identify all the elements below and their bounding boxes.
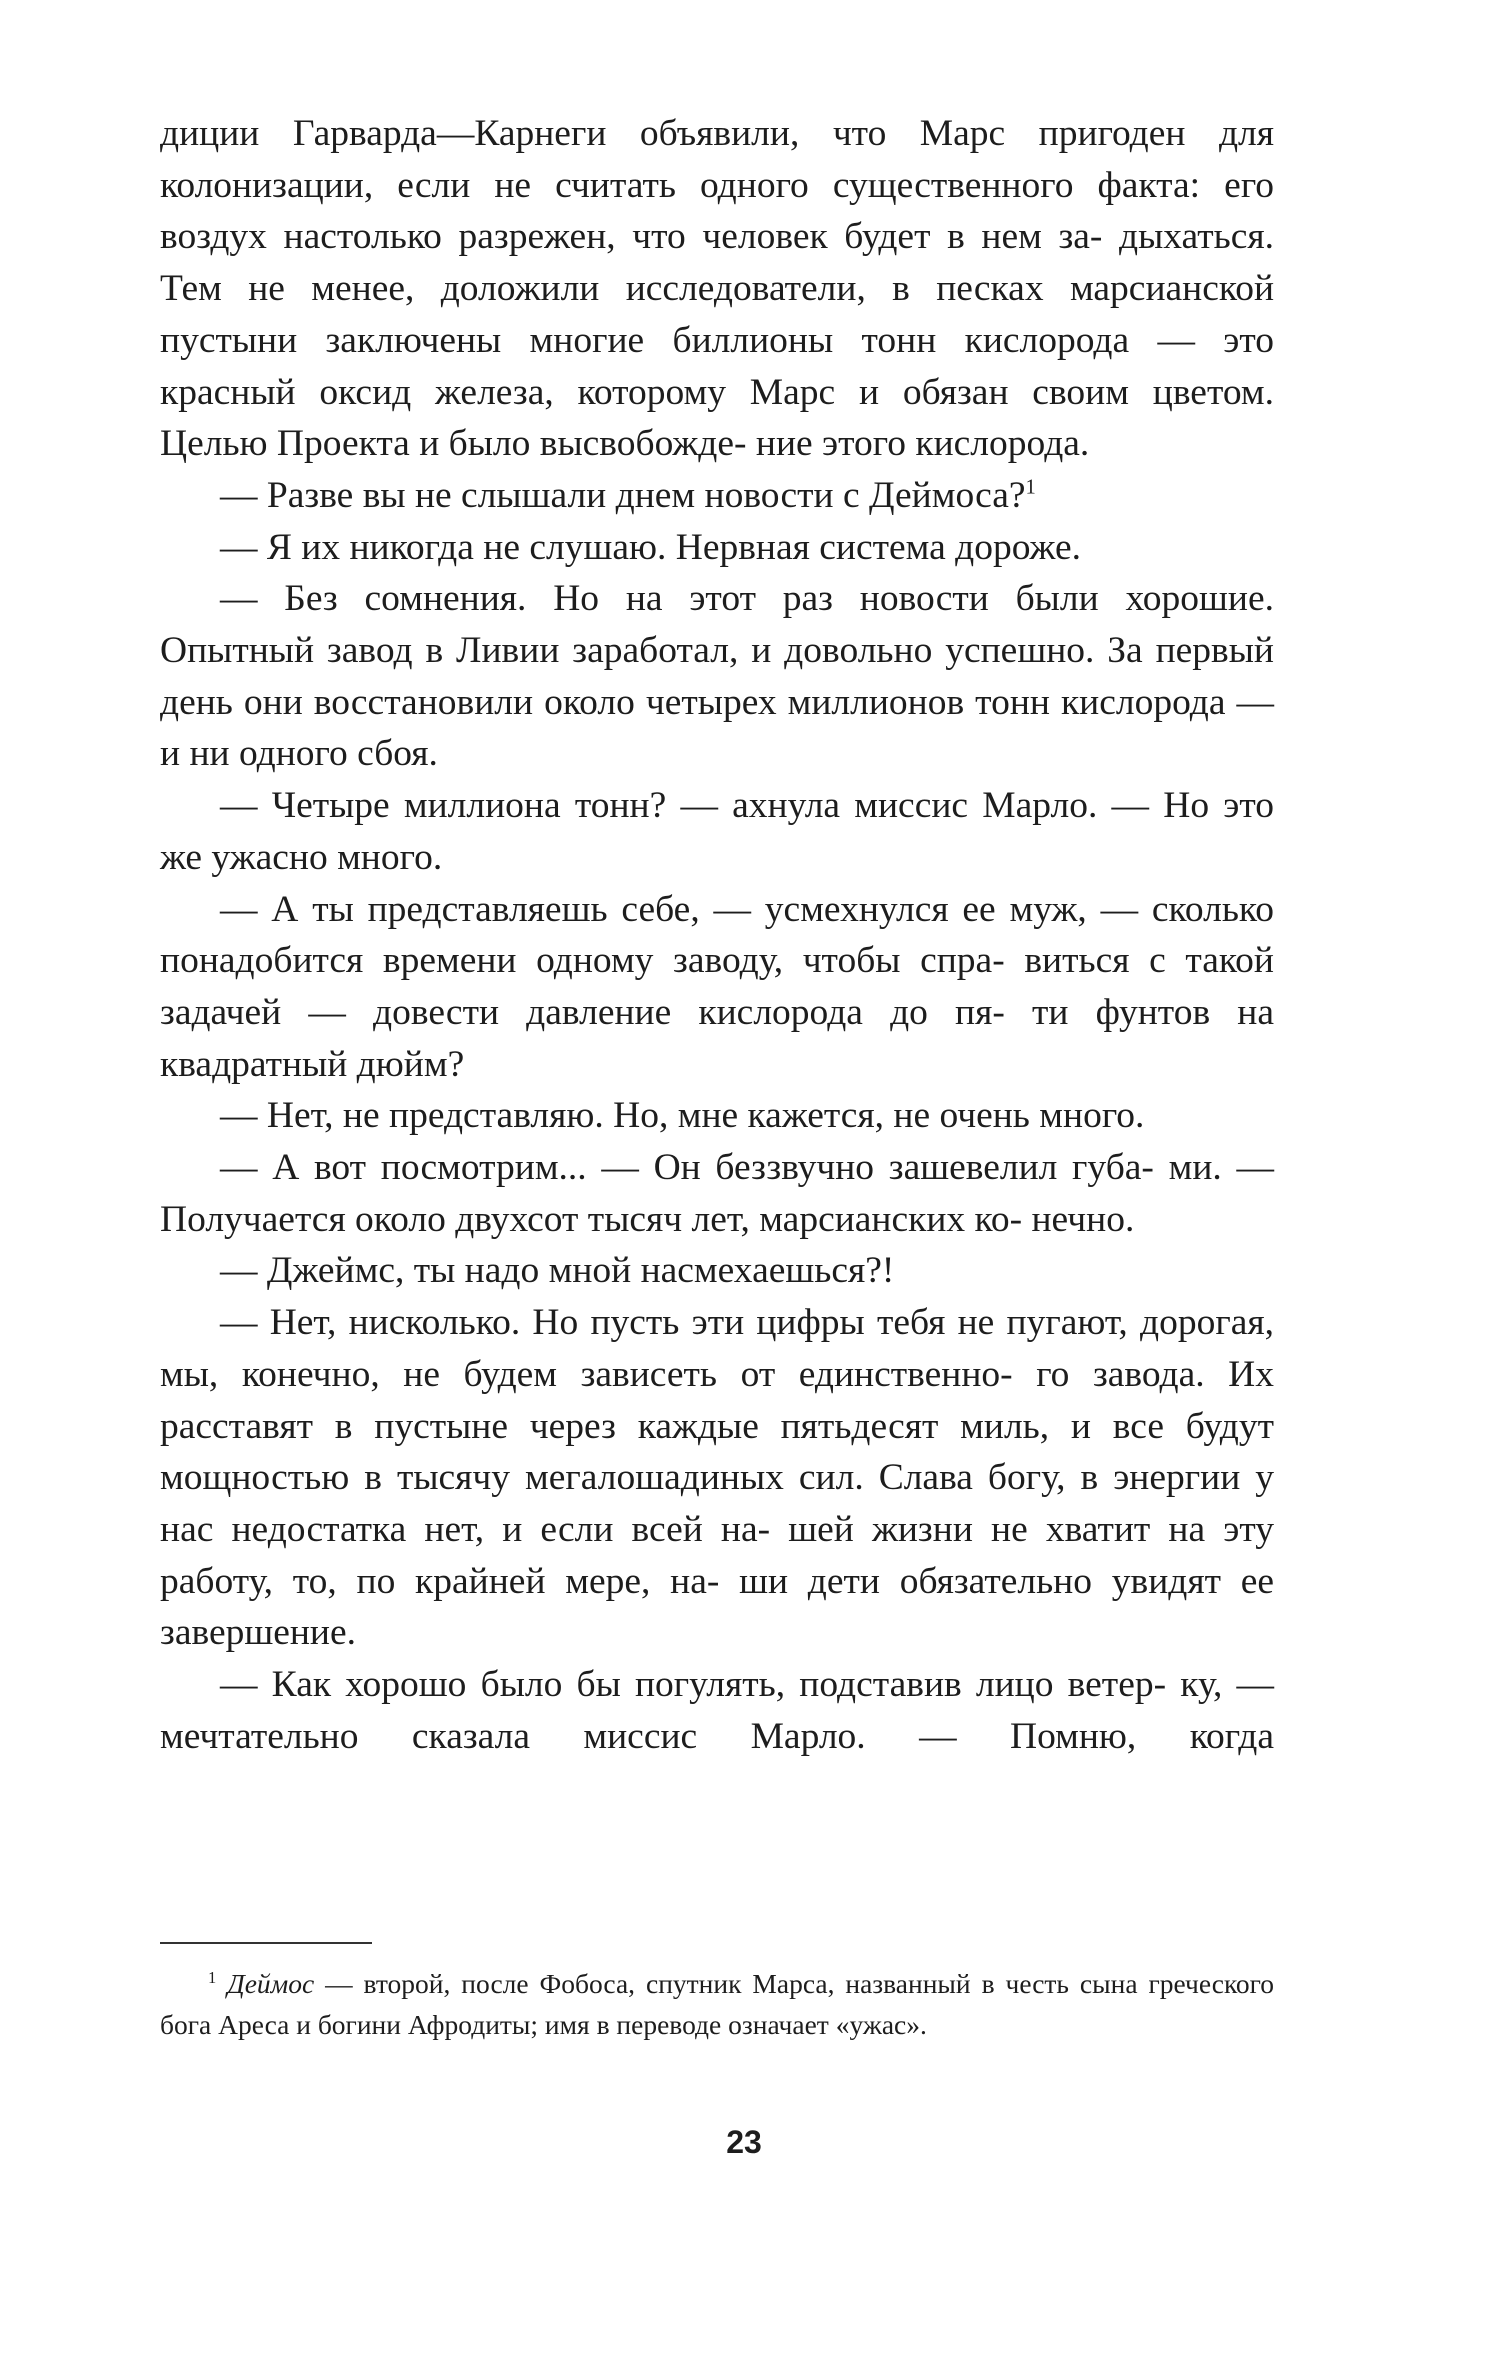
text-line: миль, и все будут мощностью в тысячу мегалошадиных сил. [160,1405,1275,1499]
text-line: ку, — мечтательно сказала миссис Марло. — Помню, когда [160,1664,1275,1757]
paragraph [160,1659,1274,1762]
paragraph [160,108,1274,470]
paragraph [160,780,1274,883]
text-line: — Нет, нисколько. Но пусть эти цифры тебя не пугают, [220,1302,1128,1344]
text-line: много. [1039,1095,1145,1137]
paragraph [160,1090,1274,1142]
text-line: Слава богу, в энергии у нас недостатка нет, и если всей на- [160,1457,1275,1550]
text-line: го завода. Их расставят в пустыне через каждые пятьдесят [160,1353,1275,1447]
text-line: ши дети обязательно увидят ее завершение. [160,1560,1275,1654]
text-line: колонизации, если не считать одного существенного факта: [160,164,1201,206]
footnote-text [160,1963,1274,2045]
text-line: обязан своим цветом. Целью Проекта и было высвобожде- [160,371,1274,465]
text-line: — Разве вы не слышали днем новости с Деймоса? [220,474,1026,516]
text-line: — Как хорошо было бы погулять, подставив лицо ветер- [220,1664,1167,1706]
text-line: — А ты представляешь себе, — усмехнулся ее муж, — [220,888,1139,930]
text-line: дорогая, мы, конечно, не будем зависеть от единственно- [160,1302,1275,1395]
footnote-number: 1 [208,1967,217,1987]
text-line: — Нет, не представляю. Но, мне кажется, не очень [220,1095,1030,1137]
paragraph [160,1142,1274,1245]
text-line: Но это же ужасно много. [160,785,1274,878]
text-line: марсианской пустыни заключены многие биллионы тонн [160,268,1275,361]
paragraph [160,1297,1274,1659]
page-number: 23 [726,2124,762,2160]
main-text [160,108,1274,1763]
text-line: его воздух настолько разрежен, что человек будет в нем за- [160,164,1275,258]
footnote [160,1963,1274,2045]
text-line: — Без сомнения. Но на этот раз новости были хорошие. [220,578,1274,620]
text-line: нечно. [1031,1198,1135,1240]
footnote-body: — второй, после Фобоса, спутник Марса, названный в честь сына греческого бога Ареса и богини Афродиты; имя в переводе означает «ужас». [160,1968,1275,2040]
footnote-marker: 1 [1025,476,1036,499]
paragraph [160,884,1274,1091]
text-line: виться с такой задачей — довести давление кислорода до пя- [160,940,1274,1033]
footnote-term: Деймос [227,1968,315,1999]
paragraph [160,573,1274,780]
text-line: кислорода — это красный оксид железа, которому Марс и [160,319,1275,413]
text-line: первый день они восстановили около четырех миллионов [160,630,1274,723]
paragraph [160,470,1274,522]
text-line: тонн кислорода — и ни одного сбоя. [160,681,1274,775]
text-line: дыхаться. Тем не менее, доложили исследователи, в песках [160,216,1274,310]
text-line: Опытный завод в Ливии заработал, и довольно успешно. За [160,630,1143,672]
text-line: шей жизни не хватит на эту работу, то, по крайней мере, на- [160,1508,1274,1602]
footnote-divider [160,1942,372,1944]
text-line: — Четыре миллиона тонн? — ахнула миссис Марло. — [220,785,1150,827]
text-line: — Джеймс, ты надо мной насмехаешься?! [220,1250,895,1292]
text-line: сколько понадобится времени одному заводу, чтобы спра- [160,888,1275,982]
paragraph [160,1245,1274,1297]
paragraph [160,522,1274,574]
text-line: диции Гарварда—Карнеги объявили, что Марс пригоден для [160,113,1274,154]
text-line: — Я их никогда не слушаю. Нервная система дороже. [220,526,1081,568]
text-line: ти фунтов на квадратный дюйм? [160,991,1275,1085]
text-line: — А вот посмотрим... — Он беззвучно зашевелил губа- [220,1147,1154,1189]
text-line: ние этого кислорода. [755,423,1090,465]
text-line: ми. — Получается около двухсот тысяч лет, марсианских ко- [160,1147,1274,1240]
